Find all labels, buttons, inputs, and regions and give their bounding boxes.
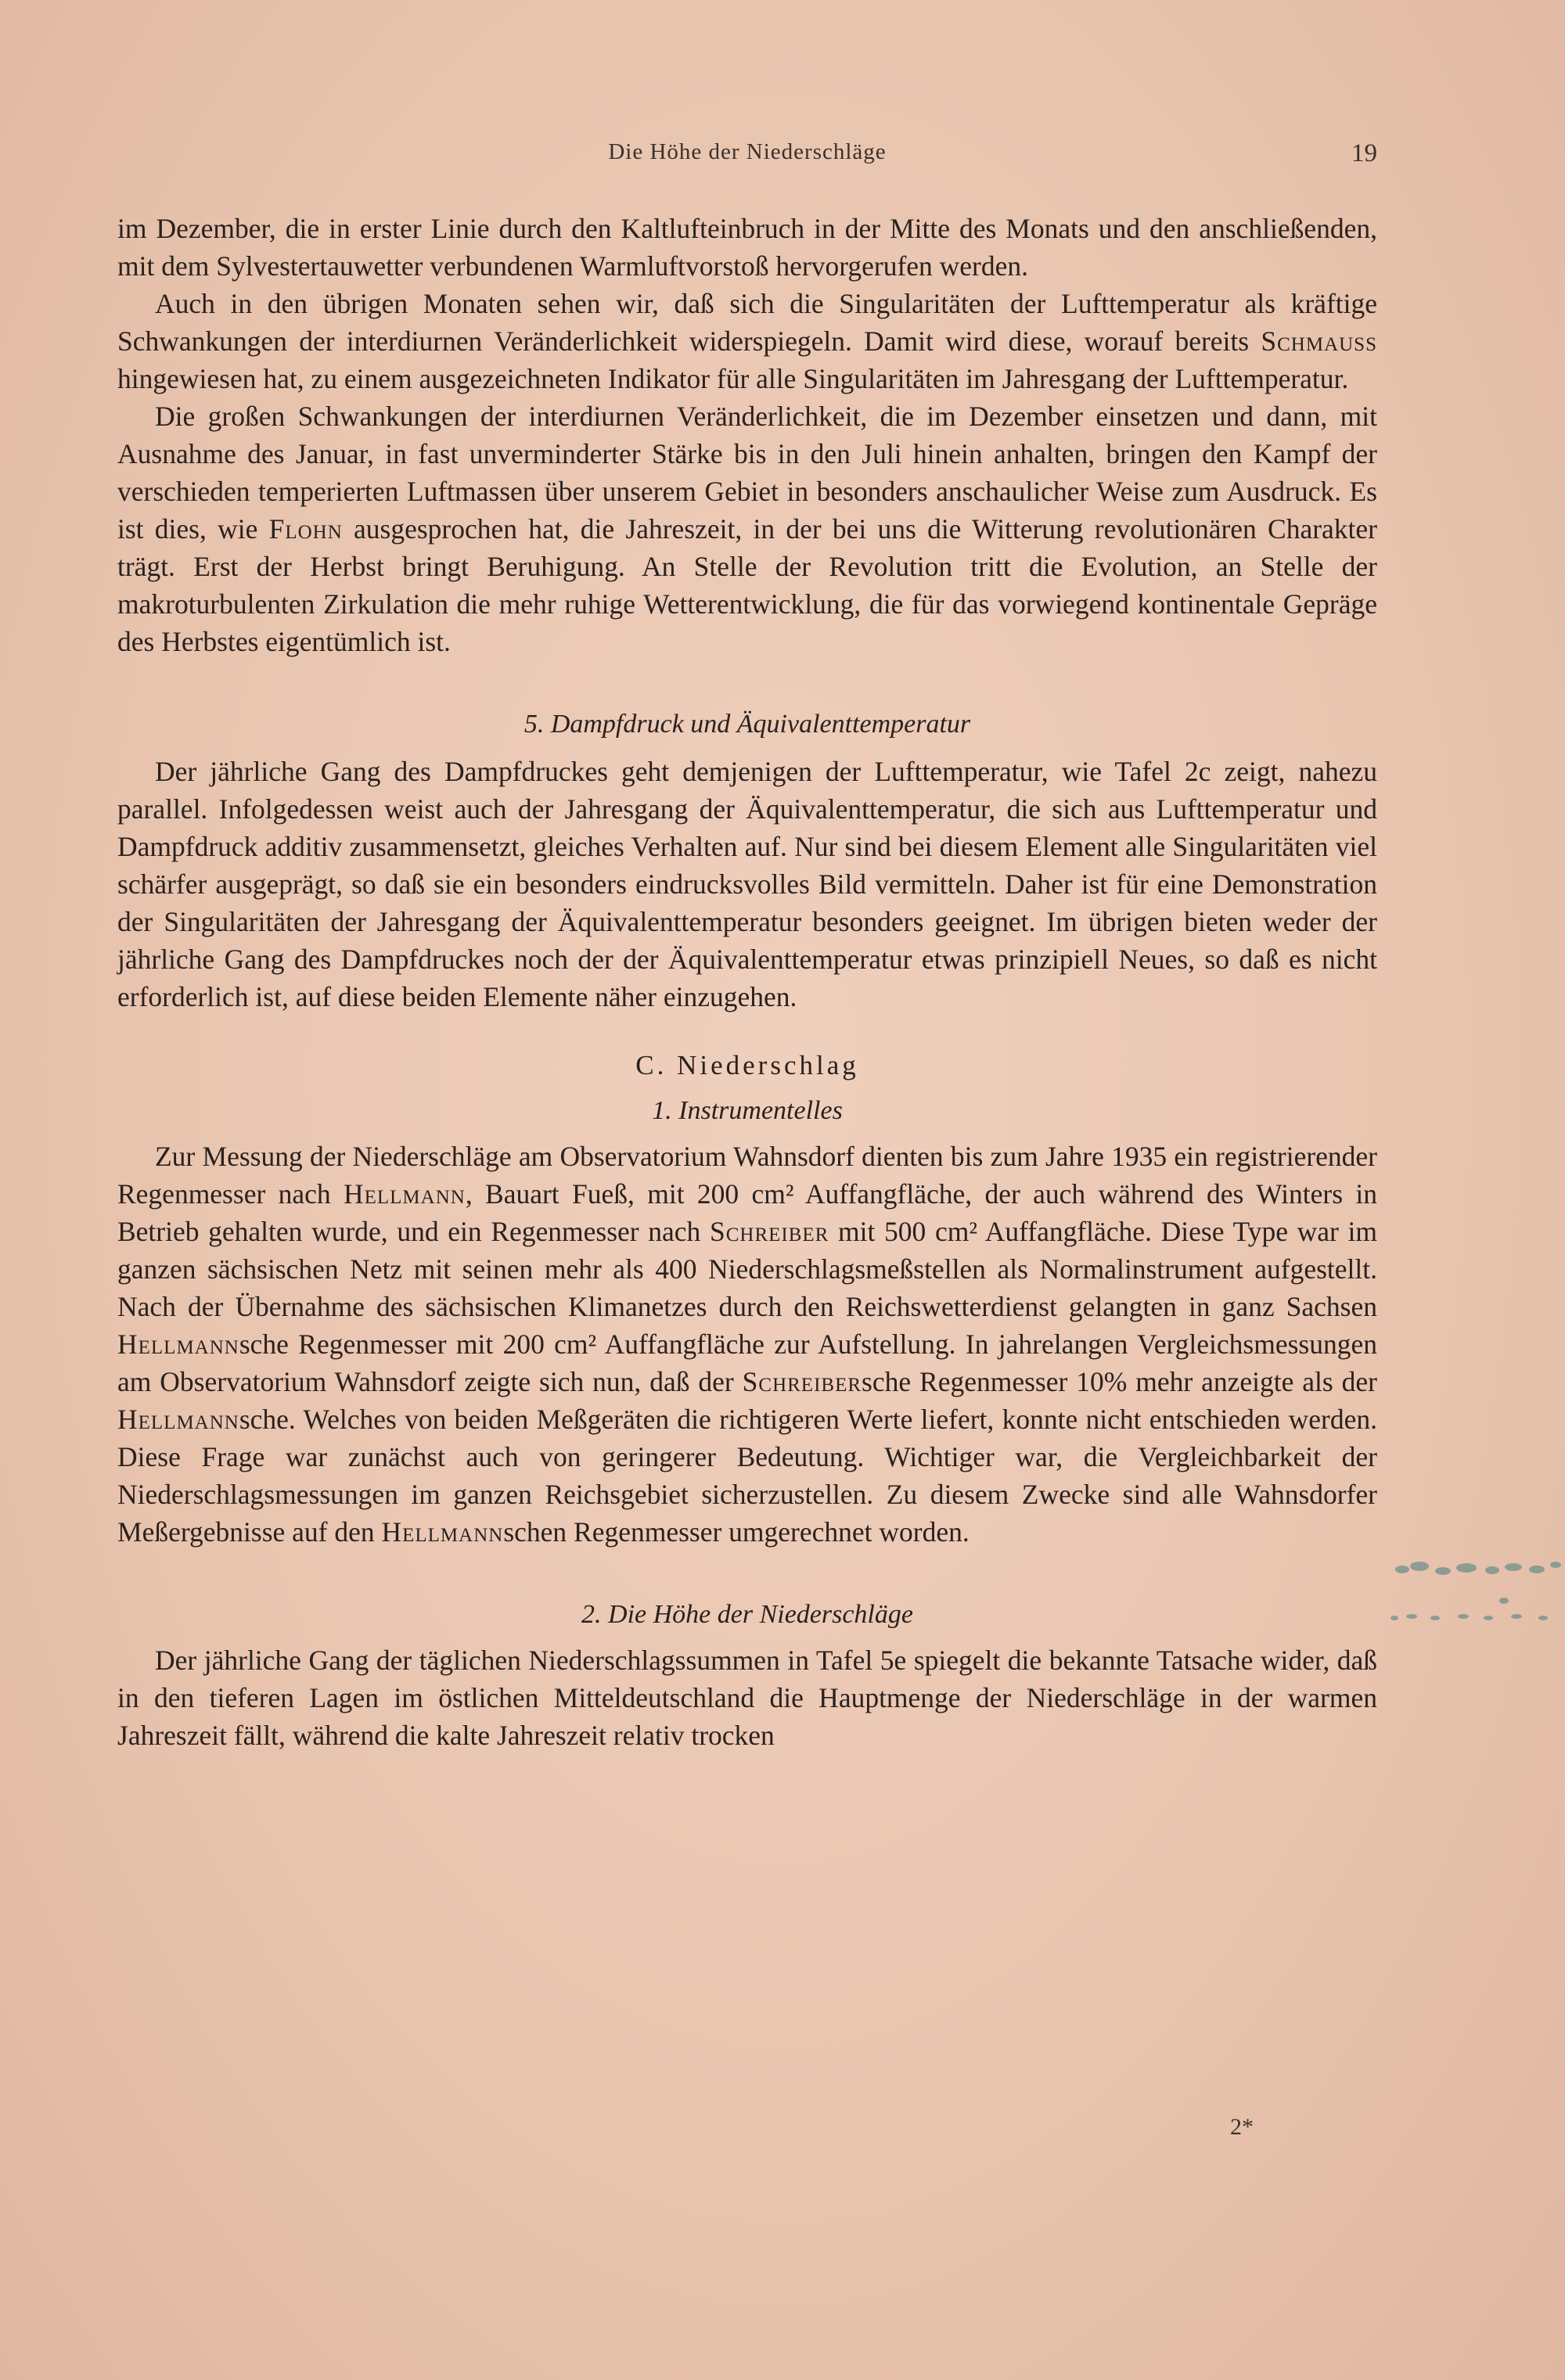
name-hellmann: Hellmann — [343, 1178, 466, 1210]
author-name-flohn: Flohn — [268, 513, 343, 545]
page-header — [117, 139, 1377, 183]
paragraph-6: Der jährliche Gang der täglichen Niederschlagssummen in Tafel 5e spiegelt die bekannte Tatsache wider, daß in den tieferen Lagen im östlichen Mitteldeutschland die Hauptmenge der Niederschläge in der warmen Jahreszeit fällt, während die kalte Jahreszeit relativ trocken — [117, 1645, 1377, 1751]
page-number: 19 — [1351, 139, 1377, 167]
paragraph-2 — [117, 285, 1377, 397]
heading-dampfdruck: 5. Dampfdruck und Äquivalenttemperatur — [523, 710, 971, 739]
author-name-schmauss: Schmauss — [1261, 325, 1377, 357]
paragraph-5-text-g: schen Regenmesser umgerechnet worden. — [503, 1516, 970, 1548]
paragraph-3-text-b: ausgesprochen hat, die Jahreszeit, in der bei uns die Witterung revolutionären Charakter trägt. Erst der Herbst bringt Beruhigung. An Stelle der Revolution tritt die Evolution, an Stelle der makroturbulenten Zirkulation die mehr ruhige Wetterentwicklung, die für das vorwiegend kontinentale Gepräge des Herbstes eigentümlich ist. — [117, 513, 1377, 657]
paragraph-3 — [117, 397, 1377, 660]
paragraph-5 — [117, 1138, 1377, 1551]
paragraph-5-text-e: sche Regenmesser 10% mehr anzeigte als der — [862, 1366, 1377, 1397]
paragraph-5-text-c: mit 500 cm² Auffangfläche. Diese Type war im ganzen sächsischen Netz mit seinen mehr als 400 Niederschlagsmeßstellen als Normalinstrument aufgestellt. Nach der Übernahme des sächsischen Klimanetzes durch den Reichswetterdienst gelangten in ganz Sachsen — [117, 1216, 1377, 1322]
heading-hoehe: 2. Die Höhe der Niederschläge — [581, 1600, 913, 1629]
paragraph-3-text-a: Die großen Schwankungen der interdiurnen Veränderlichkeit, die im Dezember einsetzen und dann, mit Ausnahme des Januar, in fast unverminderter Stärke bis in den Juli hinein anhalten, bringen den Kampf der verschieden temperierten Luftmassen über unserem Gebiet in besonders anschaulicher Weise zum Ausdruck. Es ist dies, wie — [117, 401, 1377, 545]
signature-mark: 2* — [1230, 2114, 1254, 2140]
body-text — [117, 210, 1377, 1754]
name-schreiber: Schreiber — [742, 1366, 862, 1397]
heading-instrumentelles: 1. Instrumentelles — [652, 1096, 843, 1125]
paragraph-1: im Dezember, die in erster Linie durch den Kaltlufteinbruch in der Mitte des Monats und den anschließenden, mit dem Sylvestertauwetter verbundenen Warmluftvorstoß hervorgerufen werden. — [117, 213, 1377, 282]
paragraph-5-text-a: Zur Messung der Niederschläge am Observatorium Wahnsdorf dienten bis zum Jahre 1935 ein registrierender Regenmesser nach — [117, 1141, 1377, 1210]
paragraph-5-text-f: sche. Welches von beiden Meßgeräten die richtigeren Werte liefert, konnte nicht entschieden werden. Diese Frage war zunächst auch von geringerer Bedeutung. Wichtiger war, die Vergleichbarkeit der Niederschlagsmessungen im ganzen Reichsgebiet sicherzustellen. Zu diesem Zwecke sind alle Wahnsdorfer Meßergebnisse auf den — [117, 1404, 1377, 1548]
ink-smudge-icon — [1371, 1546, 1565, 1640]
name-hellmann: Hellmann — [117, 1404, 239, 1435]
name-hellmann: Hellmann — [381, 1516, 504, 1548]
running-title: Die Höhe der Niederschläge — [608, 139, 887, 164]
name-hellmann: Hellmann — [117, 1328, 239, 1360]
paragraph-5-text-b: , Bauart Fueß, mit 200 cm² Auffangfläche, der auch während des Winters in Betrieb gehalten wurde, und ein Regenmesser nach — [117, 1178, 1377, 1247]
name-schreiber: Schreiber — [709, 1216, 829, 1247]
paragraph-5-text-d: sche Regenmesser mit 200 cm² Auffangfläche zur Aufstellung. In jahrelangen Vergleichsmessungen am Observatorium Wahnsdorf zeigte sich nun, daß der — [117, 1328, 1377, 1397]
heading-niederschlag: C. Niederschlag — [635, 1050, 859, 1080]
paragraph-2-text-a: Auch in den übrigen Monaten sehen wir, daß sich die Singularitäten der Lufttemperatur als kräftige Schwankungen der interdiurnen Veränderlichkeit widerspiegeln. Damit wird diese, worauf bereits — [117, 288, 1377, 357]
paragraph-2-text-b: hingewiesen hat, zu einem ausgezeichneten Indikator für alle Singularitäten im Jahresgang der Lufttemperatur. — [117, 363, 1349, 394]
paragraph-4: Der jährliche Gang des Dampfdruckes geht demjenigen der Lufttemperatur, wie Tafel 2c zeigt, nahezu parallel. Infolgedessen weist auch der Jahresgang der Äquivalenttemperatur, die sich aus Lufttemperatur und Dampfdruck additiv zusammensetzt, gleiches Verhalten auf. Nur sind bei diesem Element alle Singularitäten viel schärfer ausgeprägt, so daß sie ein besonders eindrucksvolles Bild vermitteln. Daher ist für eine Demonstration der Singularitäten der Jahresgang der Äquivalenttemperatur besonders geeignet. Im übrigen bieten weder der jährliche Gang des Dampfdruckes noch der der Äquivalenttemperatur etwas prinzipiell Neues, so daß es nicht erforderlich ist, auf diese beiden Elemente näher einzugehen. — [117, 756, 1377, 1012]
